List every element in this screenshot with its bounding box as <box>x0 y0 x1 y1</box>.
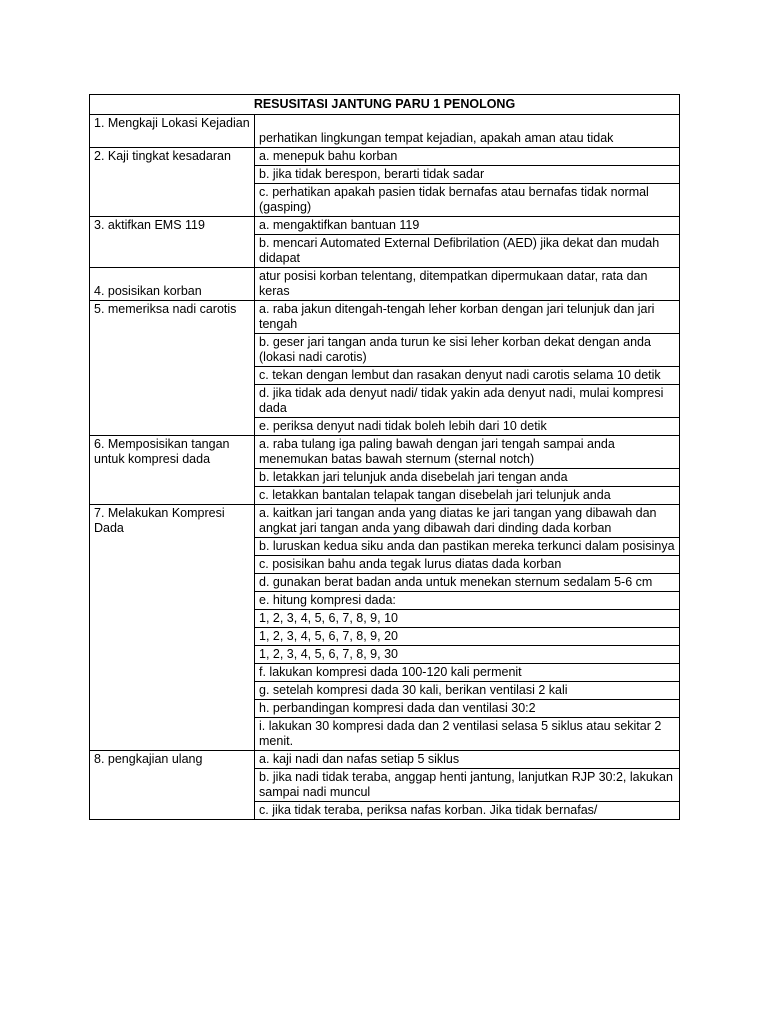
detail-cell: h. perbandingan kompresi dada dan ventilasi 30:2 <box>255 700 680 718</box>
detail-cell: 1, 2, 3, 4, 5, 6, 7, 8, 9, 10 <box>255 610 680 628</box>
step-cell: 8. pengkajian ulang <box>90 751 255 820</box>
detail-cell: a. menepuk bahu korban <box>255 148 680 166</box>
detail-cell: b. letakkan jari telunjuk anda disebelah jari tengan anda <box>255 469 680 487</box>
step-cell: 4. posisikan korban <box>90 268 255 301</box>
detail-cell: c. jika tidak teraba, periksa nafas korban. Jika tidak bernafas/ <box>255 802 680 820</box>
table-row <box>90 148 680 166</box>
table-row <box>90 217 680 235</box>
detail-cell: c. letakkan bantalan telapak tangan disebelah jari telunjuk anda <box>255 487 680 505</box>
detail-cell: d. jika tidak ada denyut nadi/ tidak yakin ada denyut nadi, mulai kompresi dada <box>255 385 680 418</box>
detail-cell: b. mencari Automated External Defibrilation (AED) jika dekat dan mudah didapat <box>255 235 680 268</box>
table-row <box>90 301 680 334</box>
document-page <box>89 94 679 820</box>
detail-cell: a. raba tulang iga paling bawah dengan jari tengah sampai anda menemukan batas bawah sternum (sternal notch) <box>255 436 680 469</box>
table-row <box>90 268 680 301</box>
table-title: RESUSITASI JANTUNG PARU 1 PENOLONG <box>90 95 680 115</box>
step-cell: 6. Memposisikan tangan untuk kompresi dada <box>90 436 255 505</box>
step-cell: 7. Melakukan Kompresi Dada <box>90 505 255 751</box>
table-row <box>90 751 680 769</box>
detail-cell: e. hitung kompresi dada: <box>255 592 680 610</box>
table-body <box>90 115 680 820</box>
step-cell: 3. aktifkan EMS 119 <box>90 217 255 268</box>
detail-cell: i. lakukan 30 kompresi dada dan 2 ventilasi selasa 5 siklus atau sekitar 2 menit. <box>255 718 680 751</box>
detail-cell: b. jika nadi tidak teraba, anggap henti jantung, lanjutkan RJP 30:2, lakukan sampai nadi muncul <box>255 769 680 802</box>
detail-cell: b. luruskan kedua siku anda dan pastikan mereka terkunci dalam posisinya <box>255 538 680 556</box>
detail-cell: c. posisikan bahu anda tegak lurus diatas dada korban <box>255 556 680 574</box>
detail-cell: a. mengaktifkan bantuan 119 <box>255 217 680 235</box>
table-row <box>90 436 680 469</box>
detail-cell: c. perhatikan apakah pasien tidak bernafas atau bernafas tidak normal (gasping) <box>255 184 680 217</box>
detail-cell: a. raba jakun ditengah-tengah leher korban dengan jari telunjuk dan jari tengah <box>255 301 680 334</box>
step-cell: 1. Mengkaji Lokasi Kejadian <box>90 115 255 148</box>
detail-cell: d. gunakan berat badan anda untuk menekan sternum sedalam 5-6 cm <box>255 574 680 592</box>
detail-cell: perhatikan lingkungan tempat kejadian, apakah aman atau tidak <box>255 115 680 148</box>
detail-cell: 1, 2, 3, 4, 5, 6, 7, 8, 9, 30 <box>255 646 680 664</box>
detail-cell: b. geser jari tangan anda turun ke sisi leher korban dekat dengan anda (lokasi nadi carotis) <box>255 334 680 367</box>
detail-cell: f. lakukan kompresi dada 100-120 kali permenit <box>255 664 680 682</box>
table-row <box>90 505 680 538</box>
detail-cell: atur posisi korban telentang, ditempatkan dipermukaan datar, rata dan keras <box>255 268 680 301</box>
detail-cell: e. periksa denyut nadi tidak boleh lebih dari 10 detik <box>255 418 680 436</box>
detail-cell: c. tekan dengan lembut dan rasakan denyut nadi carotis selama 10 detik <box>255 367 680 385</box>
step-cell: 5. memeriksa nadi carotis <box>90 301 255 436</box>
detail-cell: a. kaji nadi dan nafas setiap 5 siklus <box>255 751 680 769</box>
cpr-procedure-table <box>89 94 680 820</box>
detail-cell: g. setelah kompresi dada 30 kali, berikan ventilasi 2 kali <box>255 682 680 700</box>
table-header-row <box>90 95 680 115</box>
detail-cell: b. jika tidak berespon, berarti tidak sadar <box>255 166 680 184</box>
detail-cell: a. kaitkan jari tangan anda yang diatas ke jari tangan yang dibawah dan angkat jari tangan anda yang dibawah dari dinding dada korban <box>255 505 680 538</box>
step-cell: 2. Kaji tingkat kesadaran <box>90 148 255 217</box>
table-row <box>90 115 680 148</box>
detail-cell: 1, 2, 3, 4, 5, 6, 7, 8, 9, 20 <box>255 628 680 646</box>
